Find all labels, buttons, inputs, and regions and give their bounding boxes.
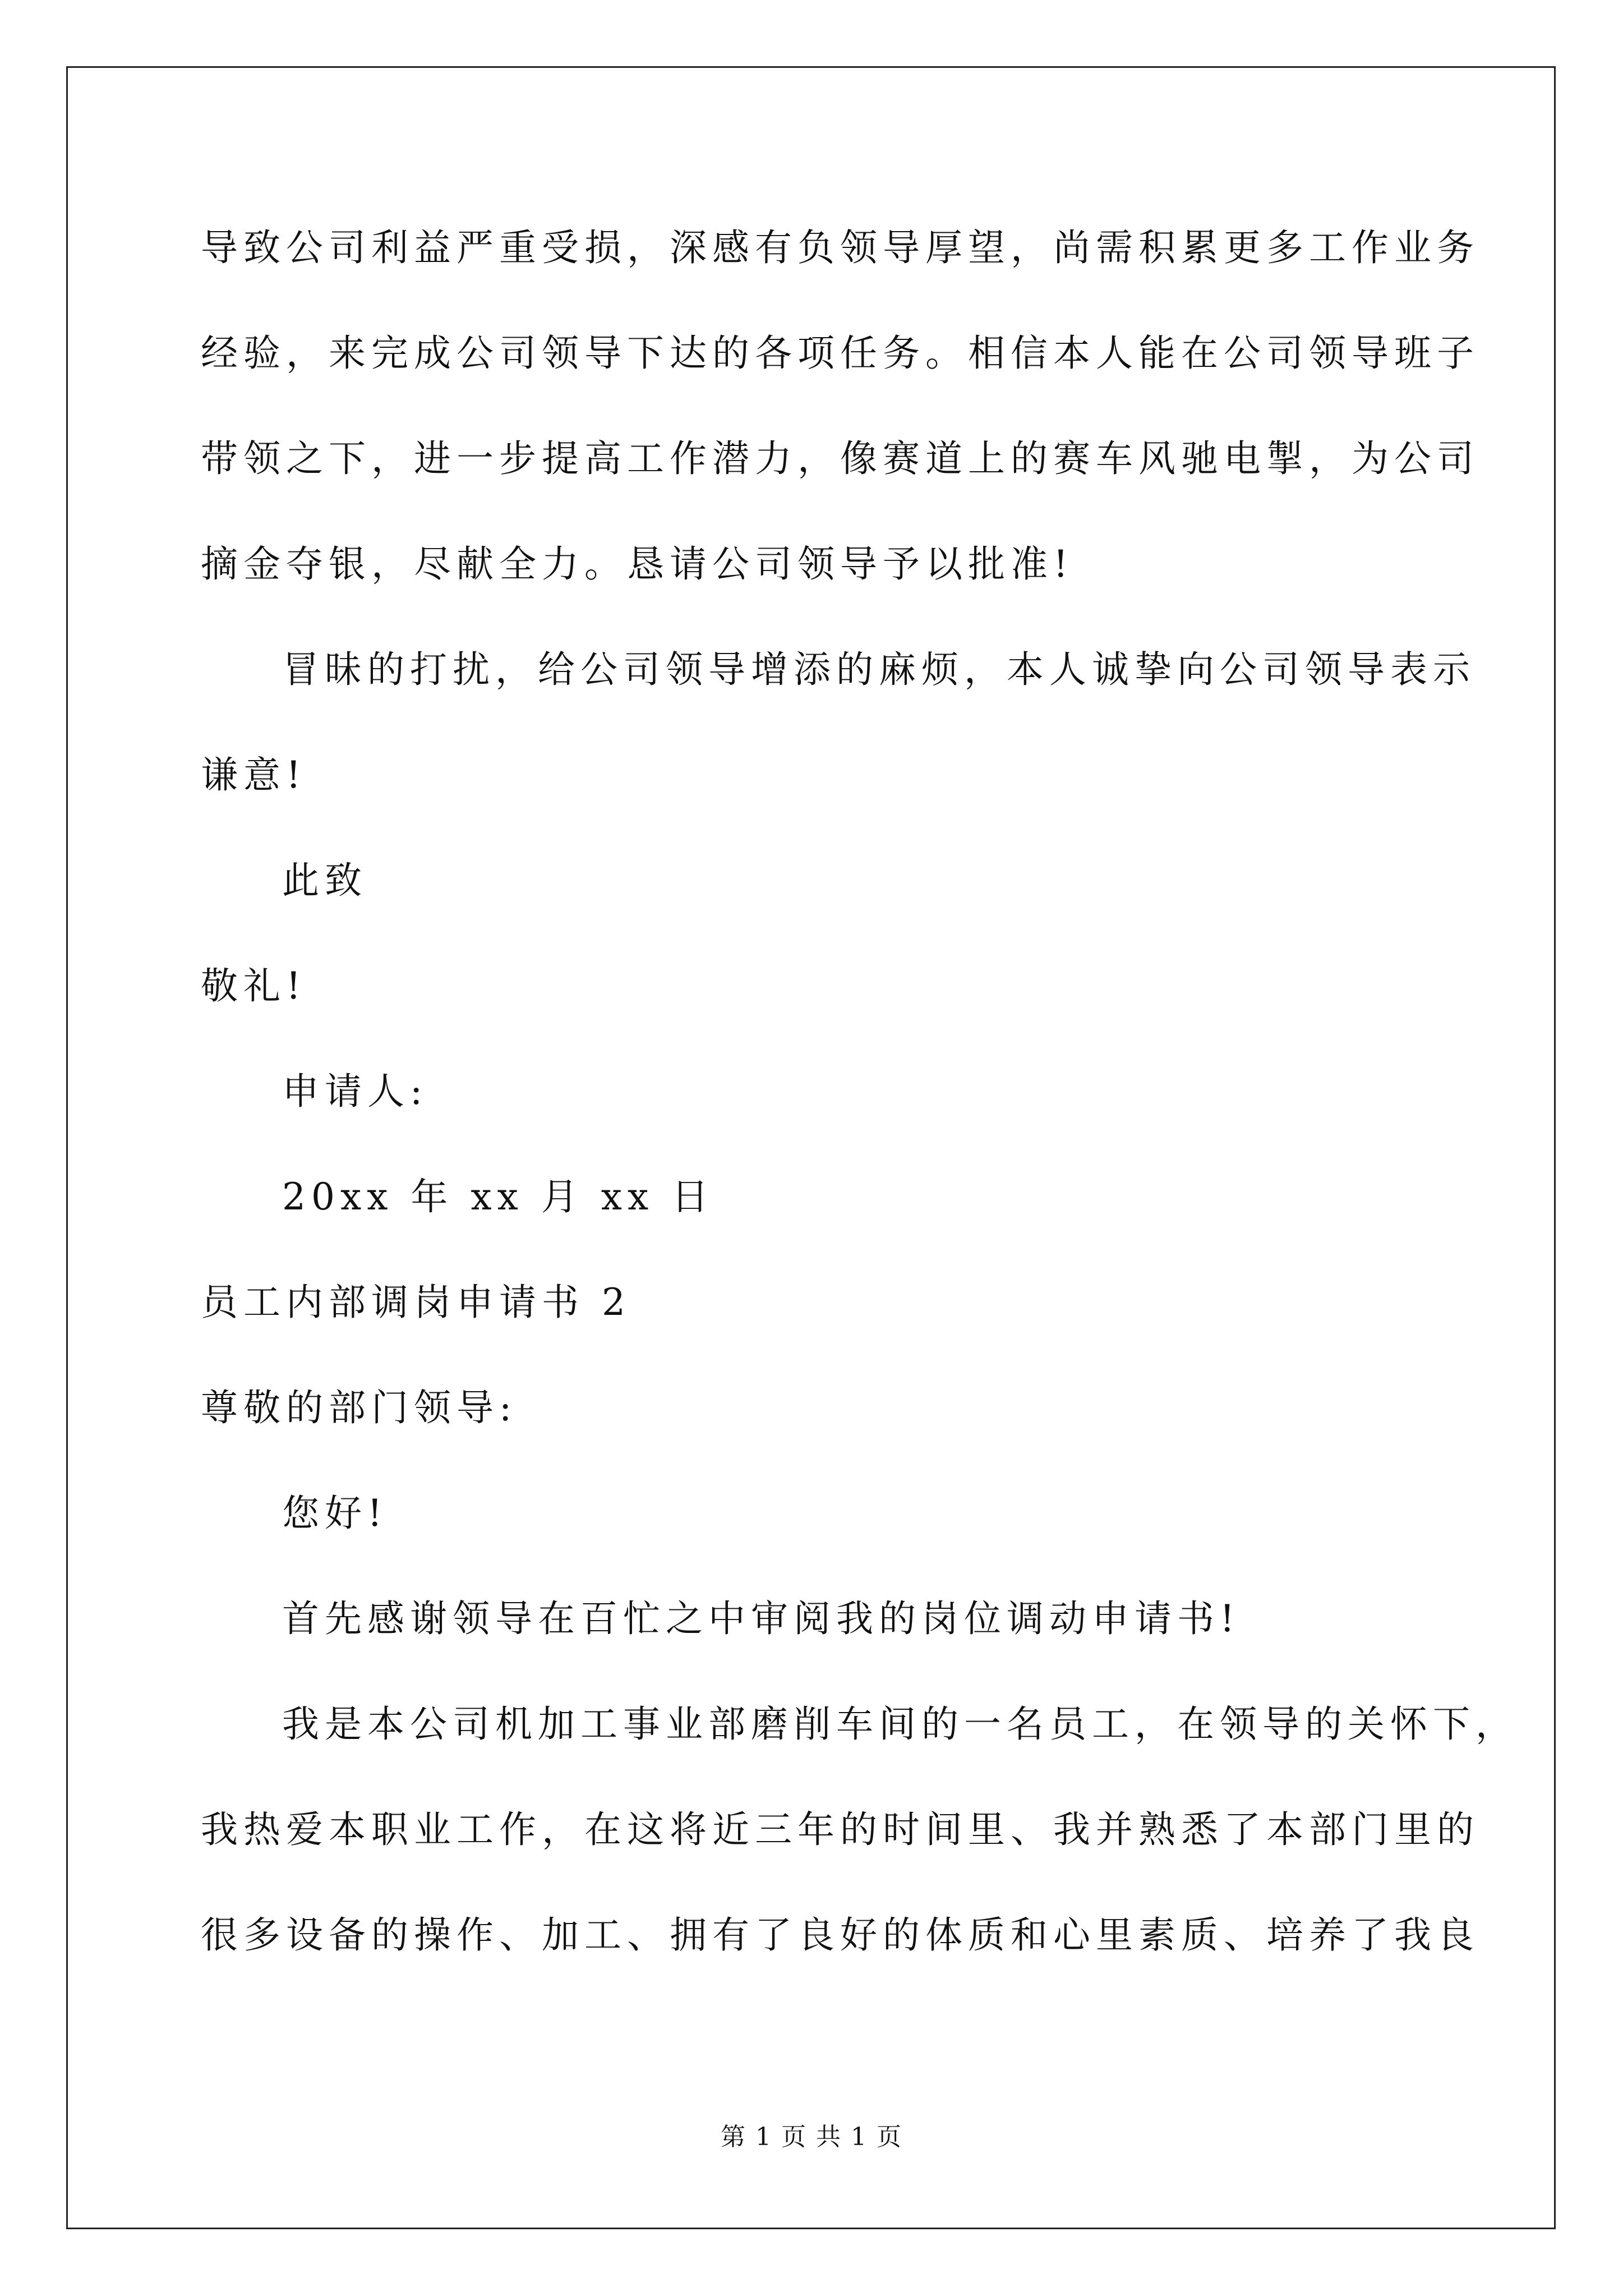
greeting-line: 您好! (282, 1492, 388, 1535)
closing-line: 敬礼! (201, 964, 307, 1007)
salutation-line: 此致 (282, 859, 367, 902)
section-title: 员工内部调岗申请书 2 (201, 1281, 631, 1324)
date-line: 20xx 年 xx 月 xx 日 (282, 1175, 714, 1218)
paragraph-line: 带领之下，进一步提高工作潜力，像赛道上的赛车风驰电掣，为公司 (201, 437, 1479, 480)
paragraph-line: 谦意! (201, 753, 307, 797)
paragraph-line: 经验，来完成公司领导下达的各项任务。相信本人能在公司领导班子 (201, 332, 1479, 375)
greeting-line: 尊敬的部门领导: (201, 1386, 518, 1429)
applicant-line: 申请人: (282, 1070, 428, 1113)
paragraph-line: 很多设备的操作、加工、拥有了良好的体质和心里素质、培养了我良 (201, 1913, 1479, 1957)
page-footer: 第 1 页 共 1 页 (721, 2123, 902, 2151)
paragraph-line: 摘金夺银，尽献全力。恳请公司领导予以批准! (201, 542, 1074, 586)
paragraph-line: 冒昧的打扰，给公司领导增添的麻烦，本人诚挚向公司领导表示 (282, 648, 1476, 691)
paragraph-line: 导致公司利益严重受损，深感有负领导厚望，尚需积累更多工作业务 (201, 226, 1479, 269)
paragraph-line: 我是本公司机加工事业部磨削车间的一名员工，在领导的关怀下， (282, 1703, 1518, 1746)
paragraph-line: 我热爱本职业工作，在这将近三年的时间里、我并熟悉了本部门里的 (201, 1808, 1479, 1851)
page-border (66, 66, 1556, 2229)
paragraph-line: 首先感谢领导在百忙之中审阅我的岗位调动申请书! (282, 1597, 1241, 1640)
